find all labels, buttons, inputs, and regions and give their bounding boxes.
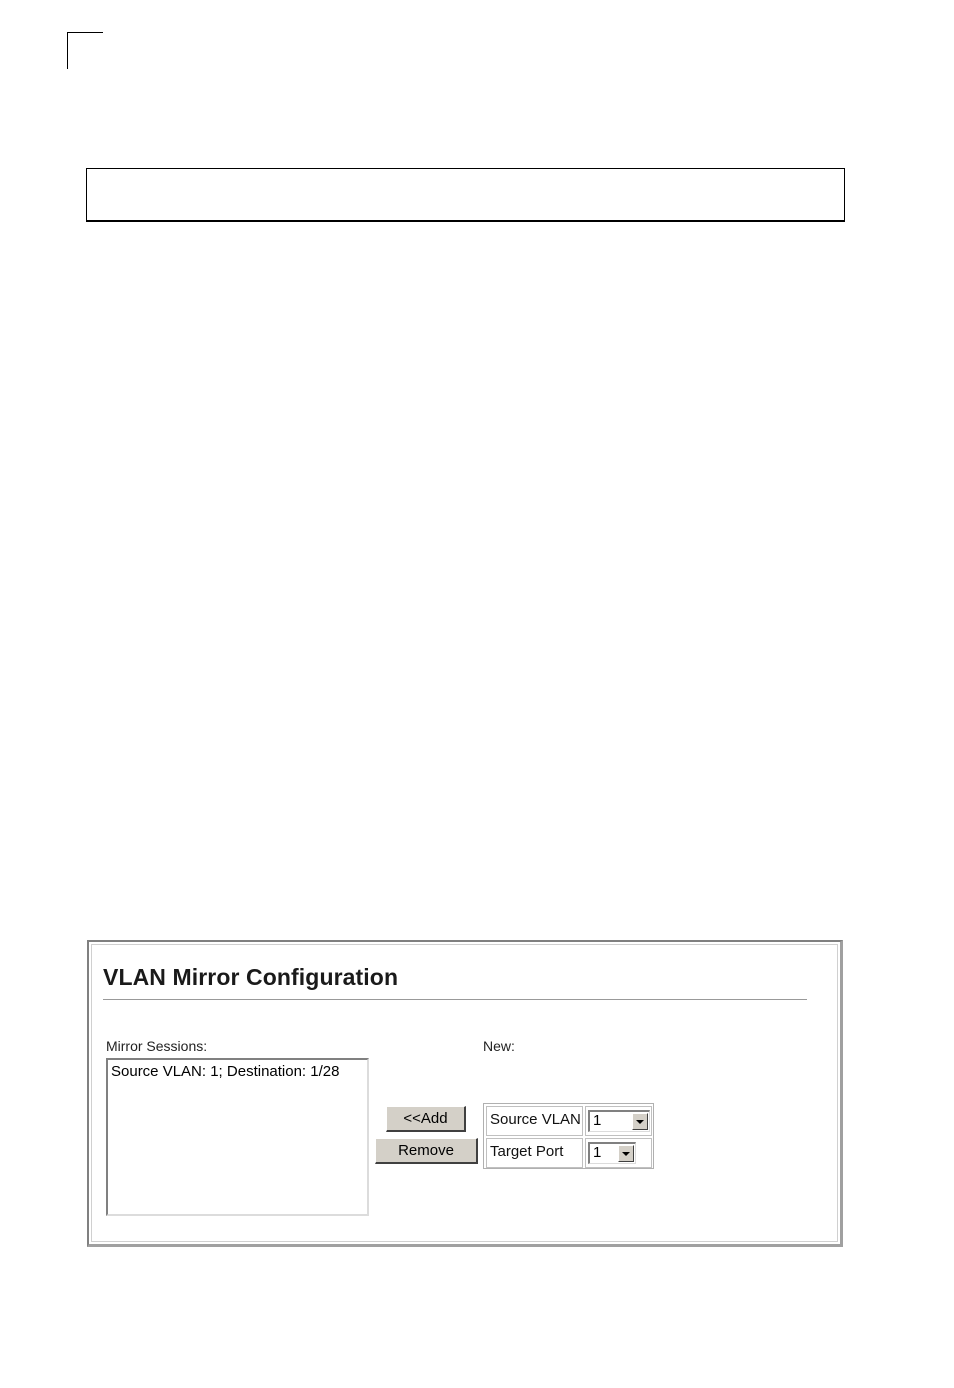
target-port-select[interactable] <box>588 1142 636 1164</box>
target-port-label: Target Port <box>486 1138 583 1168</box>
title-divider <box>103 999 807 1000</box>
remove-button[interactable]: Remove <box>375 1138 478 1164</box>
page-title: VLAN Mirror Configuration <box>103 964 399 990</box>
mirror-sessions-label: Mirror Sessions: <box>106 1038 208 1054</box>
add-button[interactable]: <<Add <box>386 1106 466 1132</box>
vlan-mirror-panel <box>87 940 843 1247</box>
source-vlan-value: 1 <box>593 1112 602 1129</box>
crop-mark-horizontal <box>67 32 103 33</box>
source-vlan-select[interactable] <box>588 1110 650 1132</box>
target-port-value: 1 <box>593 1144 602 1161</box>
source-vlan-label: Source VLAN <box>486 1106 583 1136</box>
crop-mark-vertical <box>67 32 68 69</box>
source-vlan-cell <box>585 1106 652 1136</box>
new-label: New: <box>483 1038 515 1054</box>
new-session-table <box>483 1103 654 1169</box>
target-port-cell <box>585 1138 652 1168</box>
list-item[interactable]: Source VLAN: 1; Destination: 1/28 <box>111 1063 340 1080</box>
note-box <box>86 168 845 222</box>
chevron-down-icon[interactable] <box>618 1145 634 1162</box>
mirror-sessions-list[interactable] <box>106 1058 369 1216</box>
chevron-down-icon[interactable] <box>632 1113 648 1130</box>
